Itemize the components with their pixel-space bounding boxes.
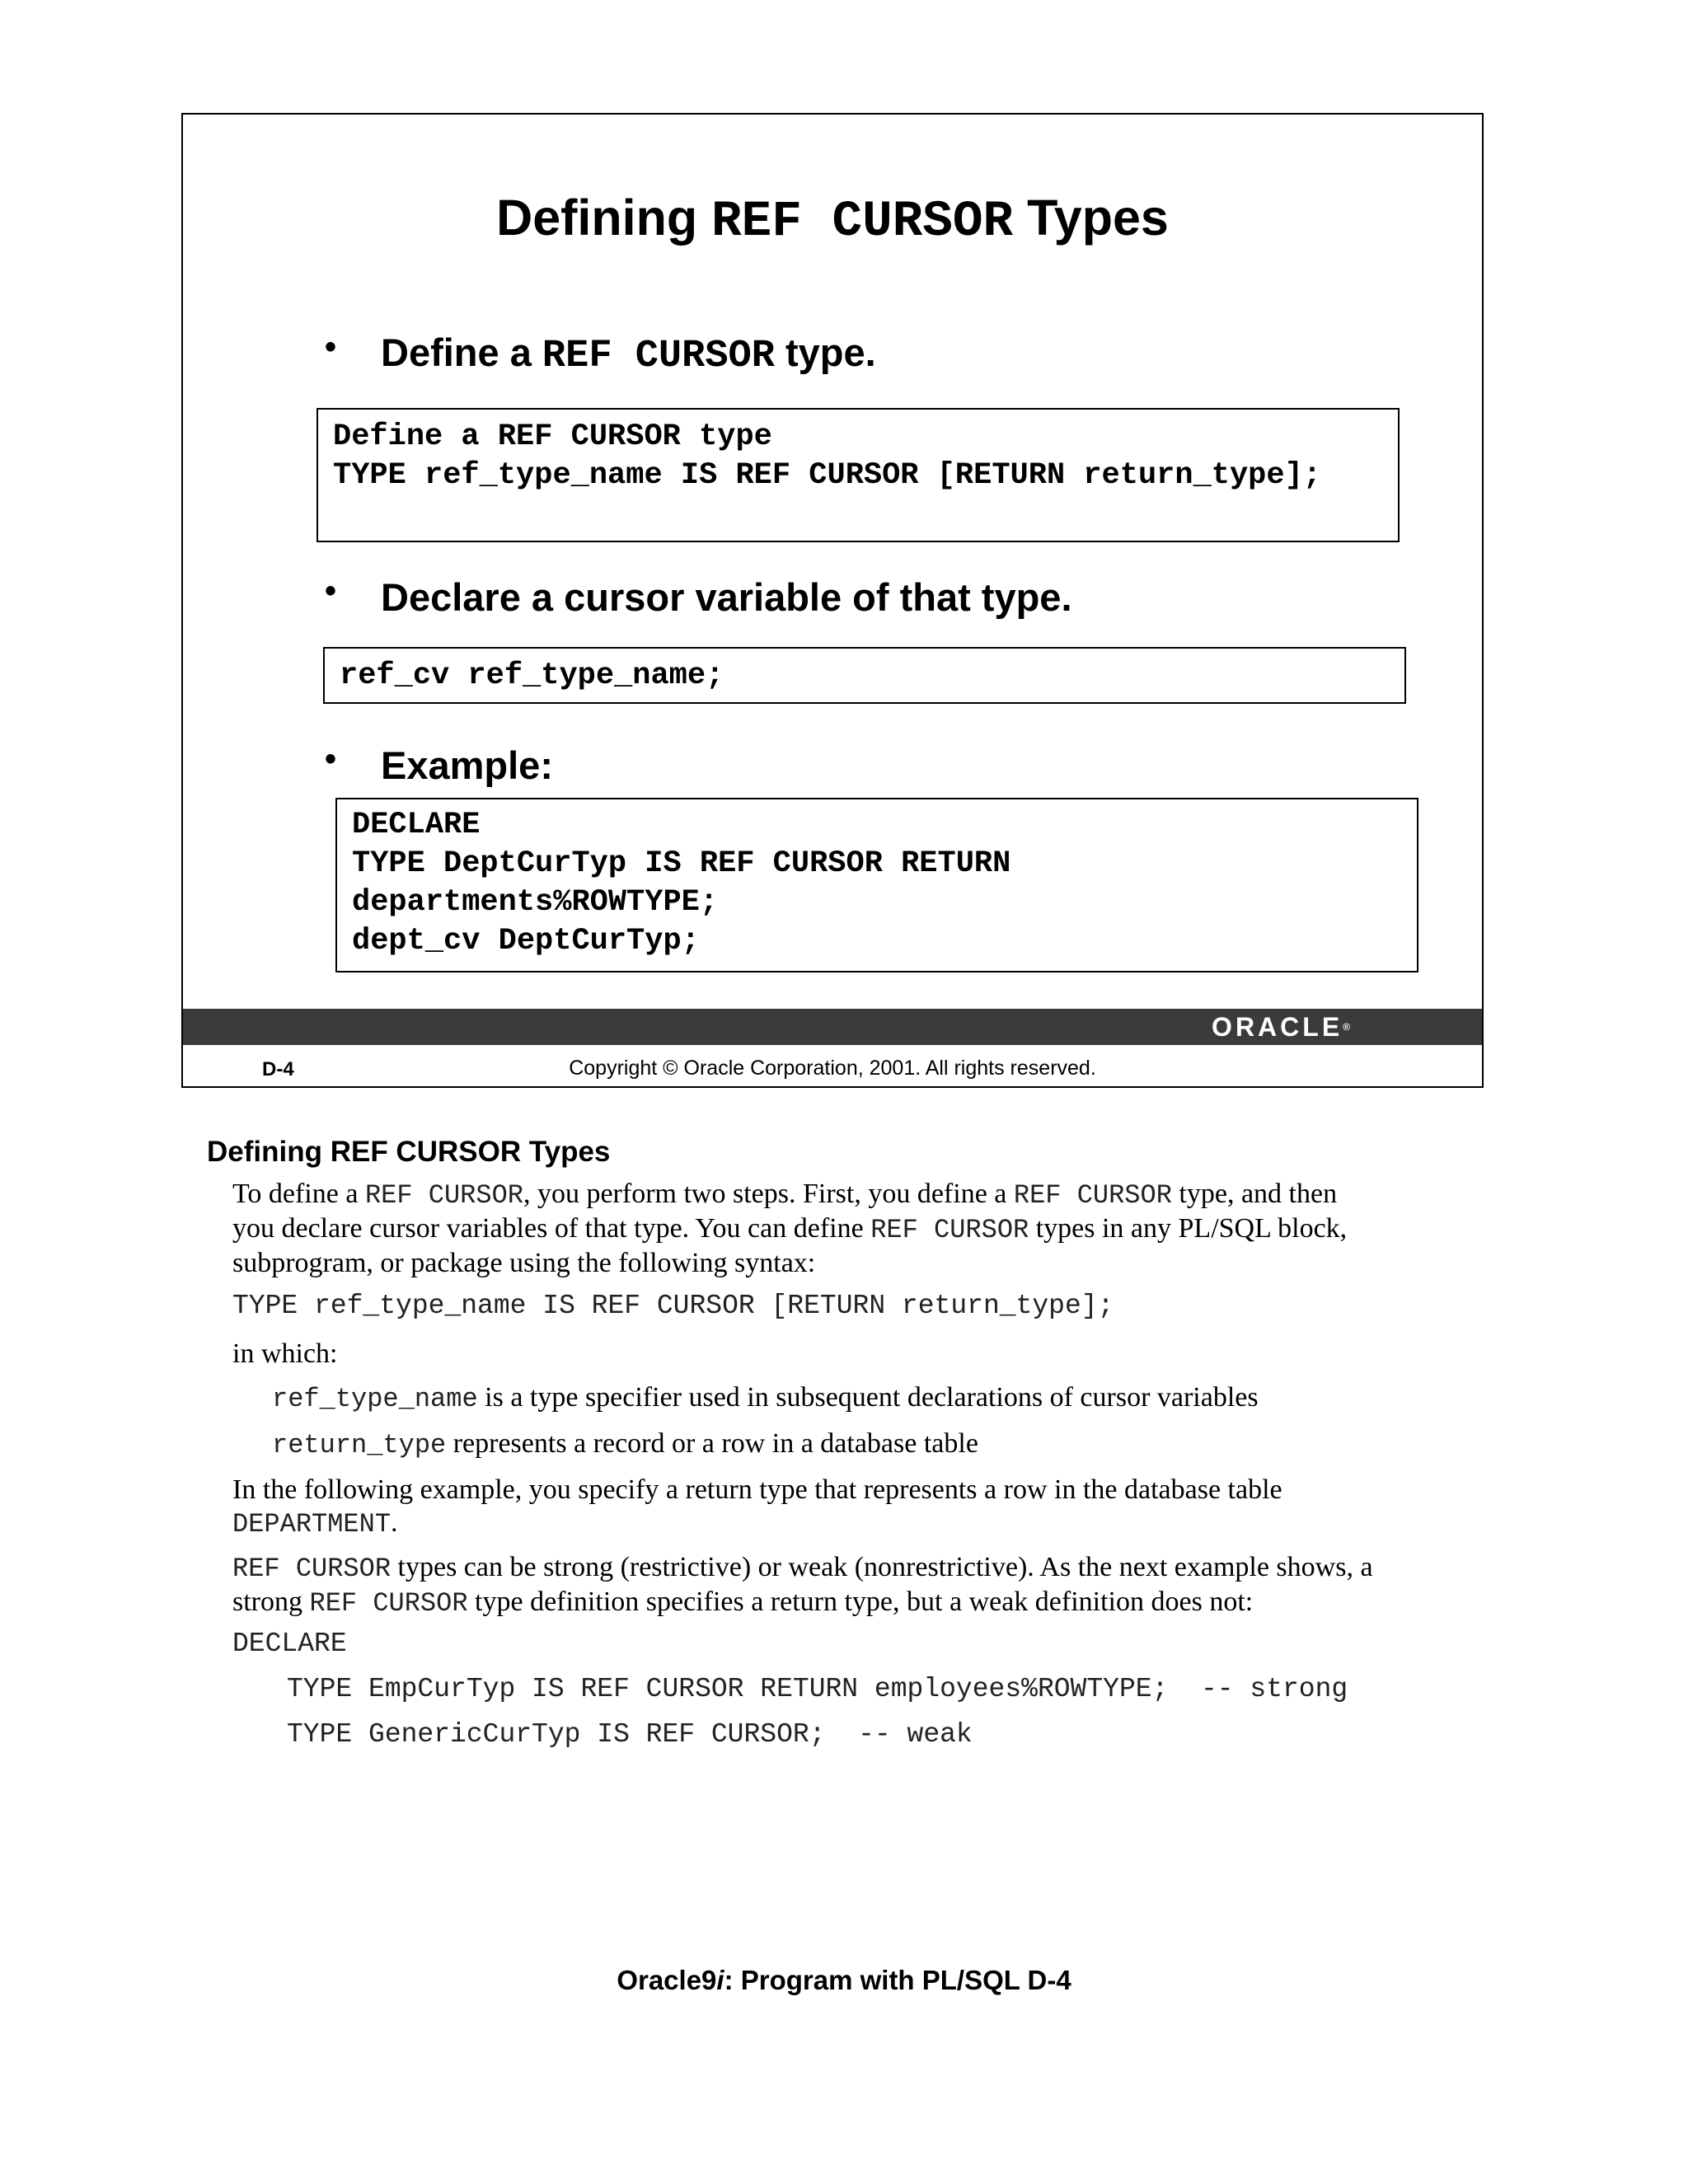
notes-paragraph-intro: [232, 1178, 1485, 1280]
oracle-logo: [1212, 1013, 1350, 1041]
code-line: TYPE DeptCurTyp IS REF CURSOR RETURN: [352, 846, 1011, 881]
inline-code: REF CURSOR: [1013, 1180, 1172, 1211]
bullet-dot: •: [325, 741, 337, 777]
footer-suffix: : Program with PL/SQL D-4: [724, 1965, 1071, 1995]
bullet-example: Example:: [381, 743, 553, 787]
text: , you perform two steps. First, you define a: [523, 1179, 1014, 1209]
text: strong: [232, 1586, 310, 1617]
notes-paragraph-example: [232, 1474, 1485, 1541]
text: type definition specifies a return type, but a weak definition does not:: [467, 1586, 1254, 1617]
text: type, and then: [1171, 1179, 1338, 1209]
notes-heading: Defining REF CURSOR Types: [207, 1136, 611, 1168]
text-line: [232, 1212, 1485, 1247]
syntax-line: TYPE ref_type_name IS REF CURSOR [RETURN return_type];: [232, 1291, 1114, 1321]
slide-footer-bar: [183, 1009, 1482, 1045]
text-line: [232, 1586, 1485, 1620]
notes-paragraph-strong-weak: [232, 1551, 1485, 1620]
in-which-label: in which:: [232, 1338, 338, 1369]
inline-code: return_type: [272, 1430, 447, 1460]
bullet-dot: •: [325, 329, 337, 365]
bullet1-suffix: type.: [774, 330, 876, 374]
text-line: [232, 1178, 1485, 1212]
bullet1-prefix: Define a: [381, 330, 542, 374]
text: .: [391, 1507, 398, 1538]
inline-code: REF CURSOR: [309, 1588, 468, 1619]
title-code: REF CURSOR: [711, 194, 1014, 251]
text-line: [232, 1551, 1485, 1586]
code-box-type-definition: [316, 408, 1400, 542]
code-line: DECLARE: [352, 808, 481, 842]
code-box-example: [335, 798, 1418, 972]
slide-frame: [181, 113, 1484, 1088]
code-line: Define a REF CURSOR type: [333, 419, 772, 454]
title-suffix: Types: [1013, 190, 1169, 246]
text: is a type specifier used in subsequent declarations of cursor variables: [477, 1382, 1259, 1413]
inline-code: ref_type_name: [272, 1384, 478, 1414]
example-code-line: TYPE EmpCurTyp IS REF CURSOR RETURN employees%ROWTYPE; -- strong: [287, 1674, 1348, 1704]
code-line: dept_cv DeptCurTyp;: [352, 924, 700, 958]
oracle-logo-text: ORACLE: [1212, 1012, 1343, 1042]
code-line: ref_cv ref_type_name;: [340, 658, 724, 693]
text: types can be strong (restrictive) or weak (nonrestrictive). As the next example shows, a: [391, 1552, 1373, 1582]
slide-copyright: Copyright © Oracle Corporation, 2001. All rights reserved.: [569, 1057, 1096, 1080]
definition-ref-type-name: [272, 1381, 1259, 1416]
bullet-dot: •: [325, 573, 337, 609]
slide-page-number: D-4: [262, 1058, 294, 1080]
bullet-declare-variable: Declare a cursor variable of that type.: [381, 575, 1072, 619]
code-box-variable-declaration: [323, 647, 1406, 704]
definition-return-type: [272, 1427, 978, 1462]
slide-title: [183, 190, 1482, 251]
text: To define a: [232, 1179, 365, 1209]
page-footer: [0, 1965, 1688, 1996]
title-prefix: Defining: [496, 190, 712, 246]
text-line: In the following example, you specify a return type that represents a row in the database table: [232, 1474, 1282, 1505]
footer-prefix: Oracle9: [617, 1965, 717, 1995]
bullet-define-type: [381, 330, 876, 378]
inline-code: REF CURSOR: [364, 1180, 523, 1211]
footer-italic: i: [716, 1965, 724, 1995]
code-line: TYPE ref_type_name IS REF CURSOR [RETURN return_type];: [333, 458, 1321, 493]
text: represents a record or a row in a database table: [446, 1428, 978, 1459]
text-line: subprogram, or package using the following syntax:: [232, 1248, 816, 1278]
bullet1-code: REF CURSOR: [542, 335, 775, 378]
example-code-line: TYPE GenericCurTyp IS REF CURSOR; -- weak: [287, 1719, 973, 1750]
inline-code: REF CURSOR: [232, 1554, 392, 1584]
text: you declare cursor variables of that type. You can define: [232, 1213, 871, 1244]
text: types in any PL/SQL block,: [1029, 1213, 1348, 1244]
example-code-line: DECLARE: [232, 1629, 347, 1659]
code-line: departments%ROWTYPE;: [352, 885, 719, 920]
trademark-mark: ®: [1343, 1021, 1350, 1033]
inline-code: DEPARTMENT: [232, 1509, 392, 1540]
text-line: [232, 1507, 1485, 1541]
inline-code: REF CURSOR: [870, 1215, 1029, 1245]
